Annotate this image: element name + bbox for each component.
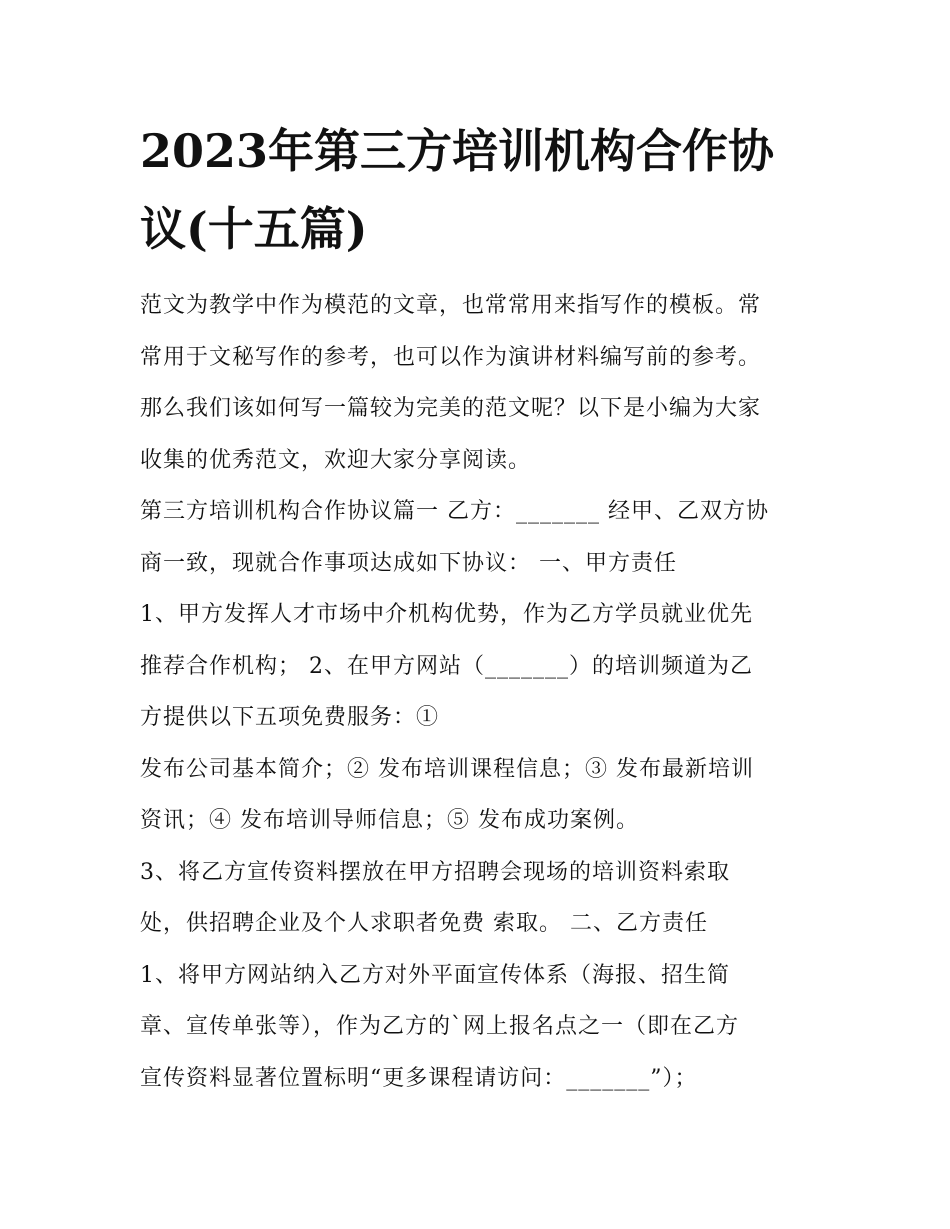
document-title: [140, 112, 820, 268]
body-line: 商一致，现就合作事项达成如下协议： 一、甲方责任: [140, 550, 677, 576]
document-body: [140, 280, 830, 1104]
body-line: 章、宣传单张等），作为乙方的`网上报名点之一（即在乙方: [140, 1014, 740, 1039]
body-line: 常用于文秘写作的参考，也可以作为演讲材料编写前的参考。: [140, 344, 762, 370]
body-line: 处，供招聘企业及个人求职者免费 索取。 二、乙方责任: [140, 911, 708, 936]
body-line: 1、甲方发挥人才市场中介机构优势，作为乙方学员就业优先: [140, 602, 753, 627]
title-line: 议(十五篇): [140, 202, 368, 256]
title-line: 2023年第三方培训机构合作协: [140, 124, 775, 178]
body-line: 宣传资料显著位置标明“更多课程请访问：_______”）；: [140, 1065, 698, 1091]
body-line: 范文为教学中作为模范的文章，也常常用来指写作的模板。常: [140, 293, 762, 318]
body-line: 第三方培训机构合作协议篇一 乙方：_______ 经甲、乙双方协: [140, 499, 769, 524]
body-line: 1、将甲方网站纳入乙方对外平面宣传体系（海报、招生简: [140, 962, 730, 988]
body-line: 资讯；④ 发布培训导师信息；⑤ 发布成功案例。: [140, 808, 639, 833]
body-line: 方提供以下五项免费服务：①: [140, 705, 440, 730]
body-line: 收集的优秀范文，欢迎大家分享阅读。: [140, 447, 532, 473]
body-line: 推荐合作机构； 2、在甲方网站（_______）的培训频道为乙: [140, 653, 753, 679]
body-line: 3、将乙方宣传资料摆放在甲方招聘会现场的培训资料索取: [140, 859, 730, 885]
body-line: 发布公司基本简介；② 发布培训课程信息；③ 发布最新培训: [140, 756, 754, 782]
body-line: 那么我们该如何写一篇较为完美的范文呢？以下是小编为大家: [140, 396, 762, 421]
